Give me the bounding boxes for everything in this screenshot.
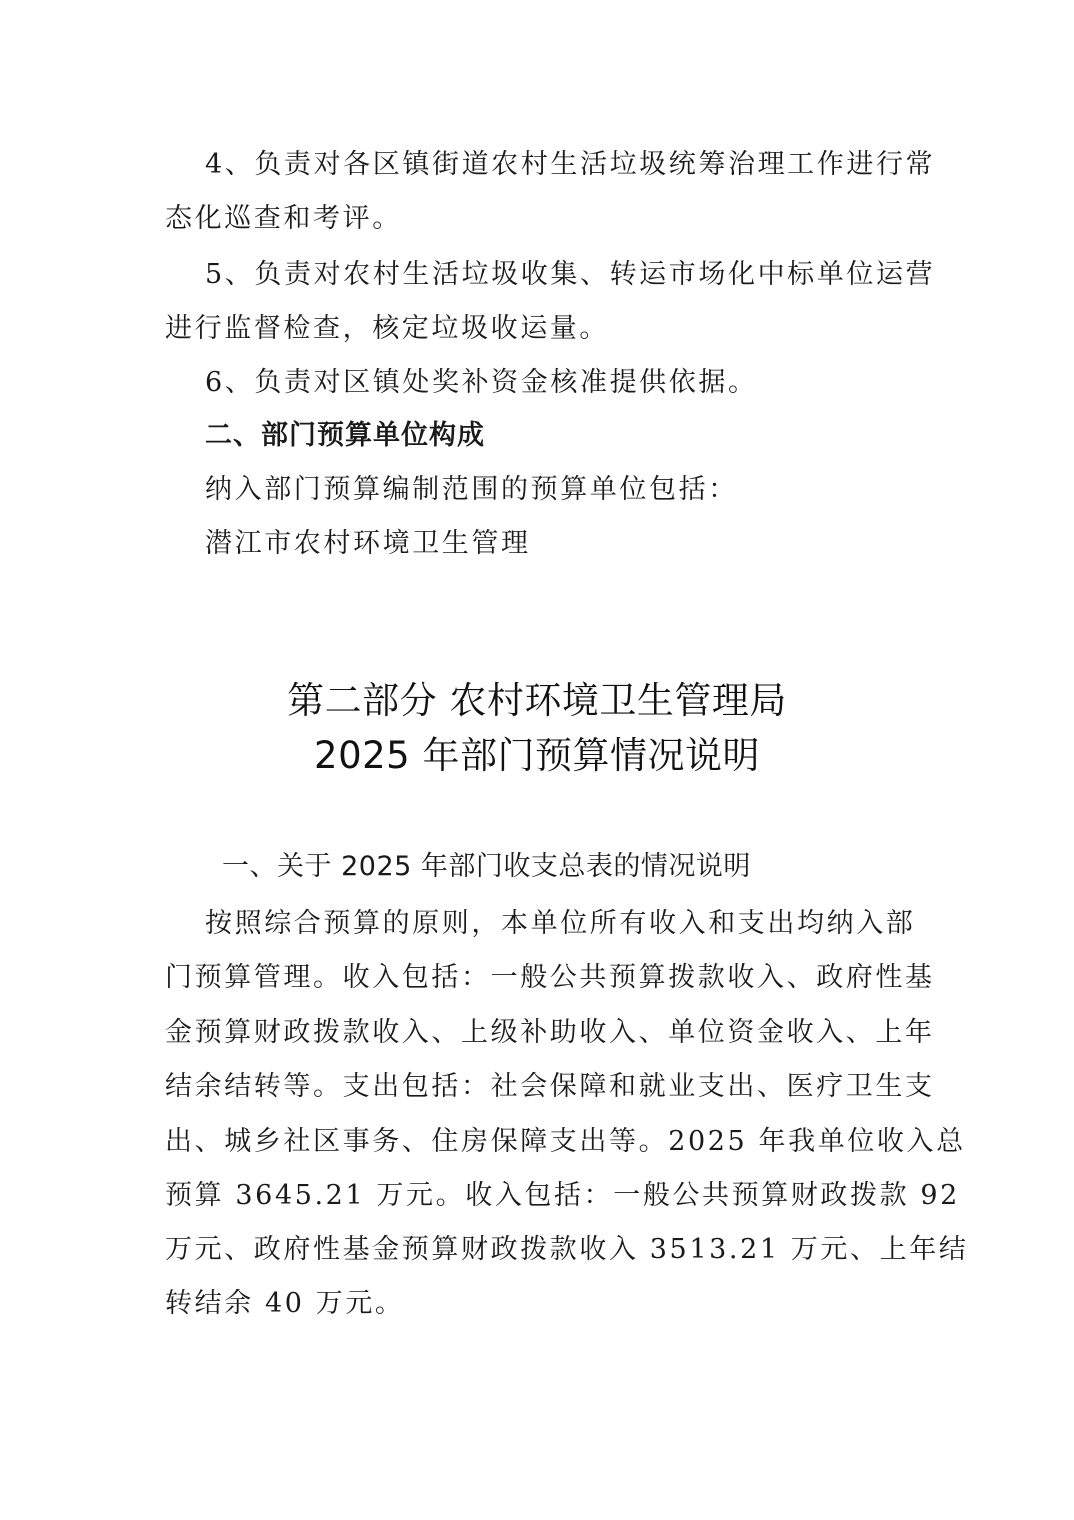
- summary-paragraph-line-1: 按照综合预算的原则，本单位所有收入和支出均纳入部: [205, 908, 916, 939]
- section-two-unit: 潜江市农村环境卫生管理: [205, 528, 531, 559]
- item-6-line-1: 6、负责对区镇处奖补资金核准提供依据。: [205, 367, 758, 398]
- summary-paragraph-line-5: 出、城乡社区事务、住房保障支出等。2025 年我单位收入总: [165, 1126, 966, 1157]
- part-two-title-line-2: 2025 年部门预算情况说明: [314, 734, 760, 777]
- summary-paragraph-line-3: 金预算财政拨款收入、上级补助收入、单位资金收入、上年: [165, 1017, 935, 1048]
- item-5-line-2: 进行监督检查，核定垃圾收运量。: [165, 313, 609, 344]
- summary-paragraph-line-2: 门预算管理。收入包括：一般公共预算拨款收入、政府性基: [165, 962, 935, 993]
- item-4-line-1: 4、负责对各区镇街道农村生活垃圾统筹治理工作进行常: [205, 149, 936, 180]
- summary-paragraph-line-6: 预算 3645.21 万元。收入包括：一般公共预算财政拨款 92: [165, 1180, 960, 1211]
- item-5-line-1: 5、负责对农村生活垃圾收集、转运市场化中标单位运营: [205, 259, 936, 290]
- summary-section-heading: 一、关于 2025 年部门收支总表的情况说明: [222, 851, 751, 882]
- section-two-intro: 纳入部门预算编制范围的预算单位包括：: [205, 474, 738, 505]
- summary-paragraph-line-8: 转结余 40 万元。: [165, 1288, 405, 1319]
- section-two-heading: 二、部门预算单位构成: [205, 420, 485, 451]
- summary-paragraph-line-7: 万元、政府性基金预算财政拨款收入 3513.21 万元、上年结: [165, 1234, 969, 1265]
- summary-paragraph-line-4: 结余结转等。支出包括：社会保障和就业支出、医疗卫生支: [165, 1071, 935, 1102]
- item-4-line-2: 态化巡查和考评。: [165, 203, 402, 234]
- part-two-title-line-1: 第二部分 农村环境卫生管理局: [287, 679, 787, 722]
